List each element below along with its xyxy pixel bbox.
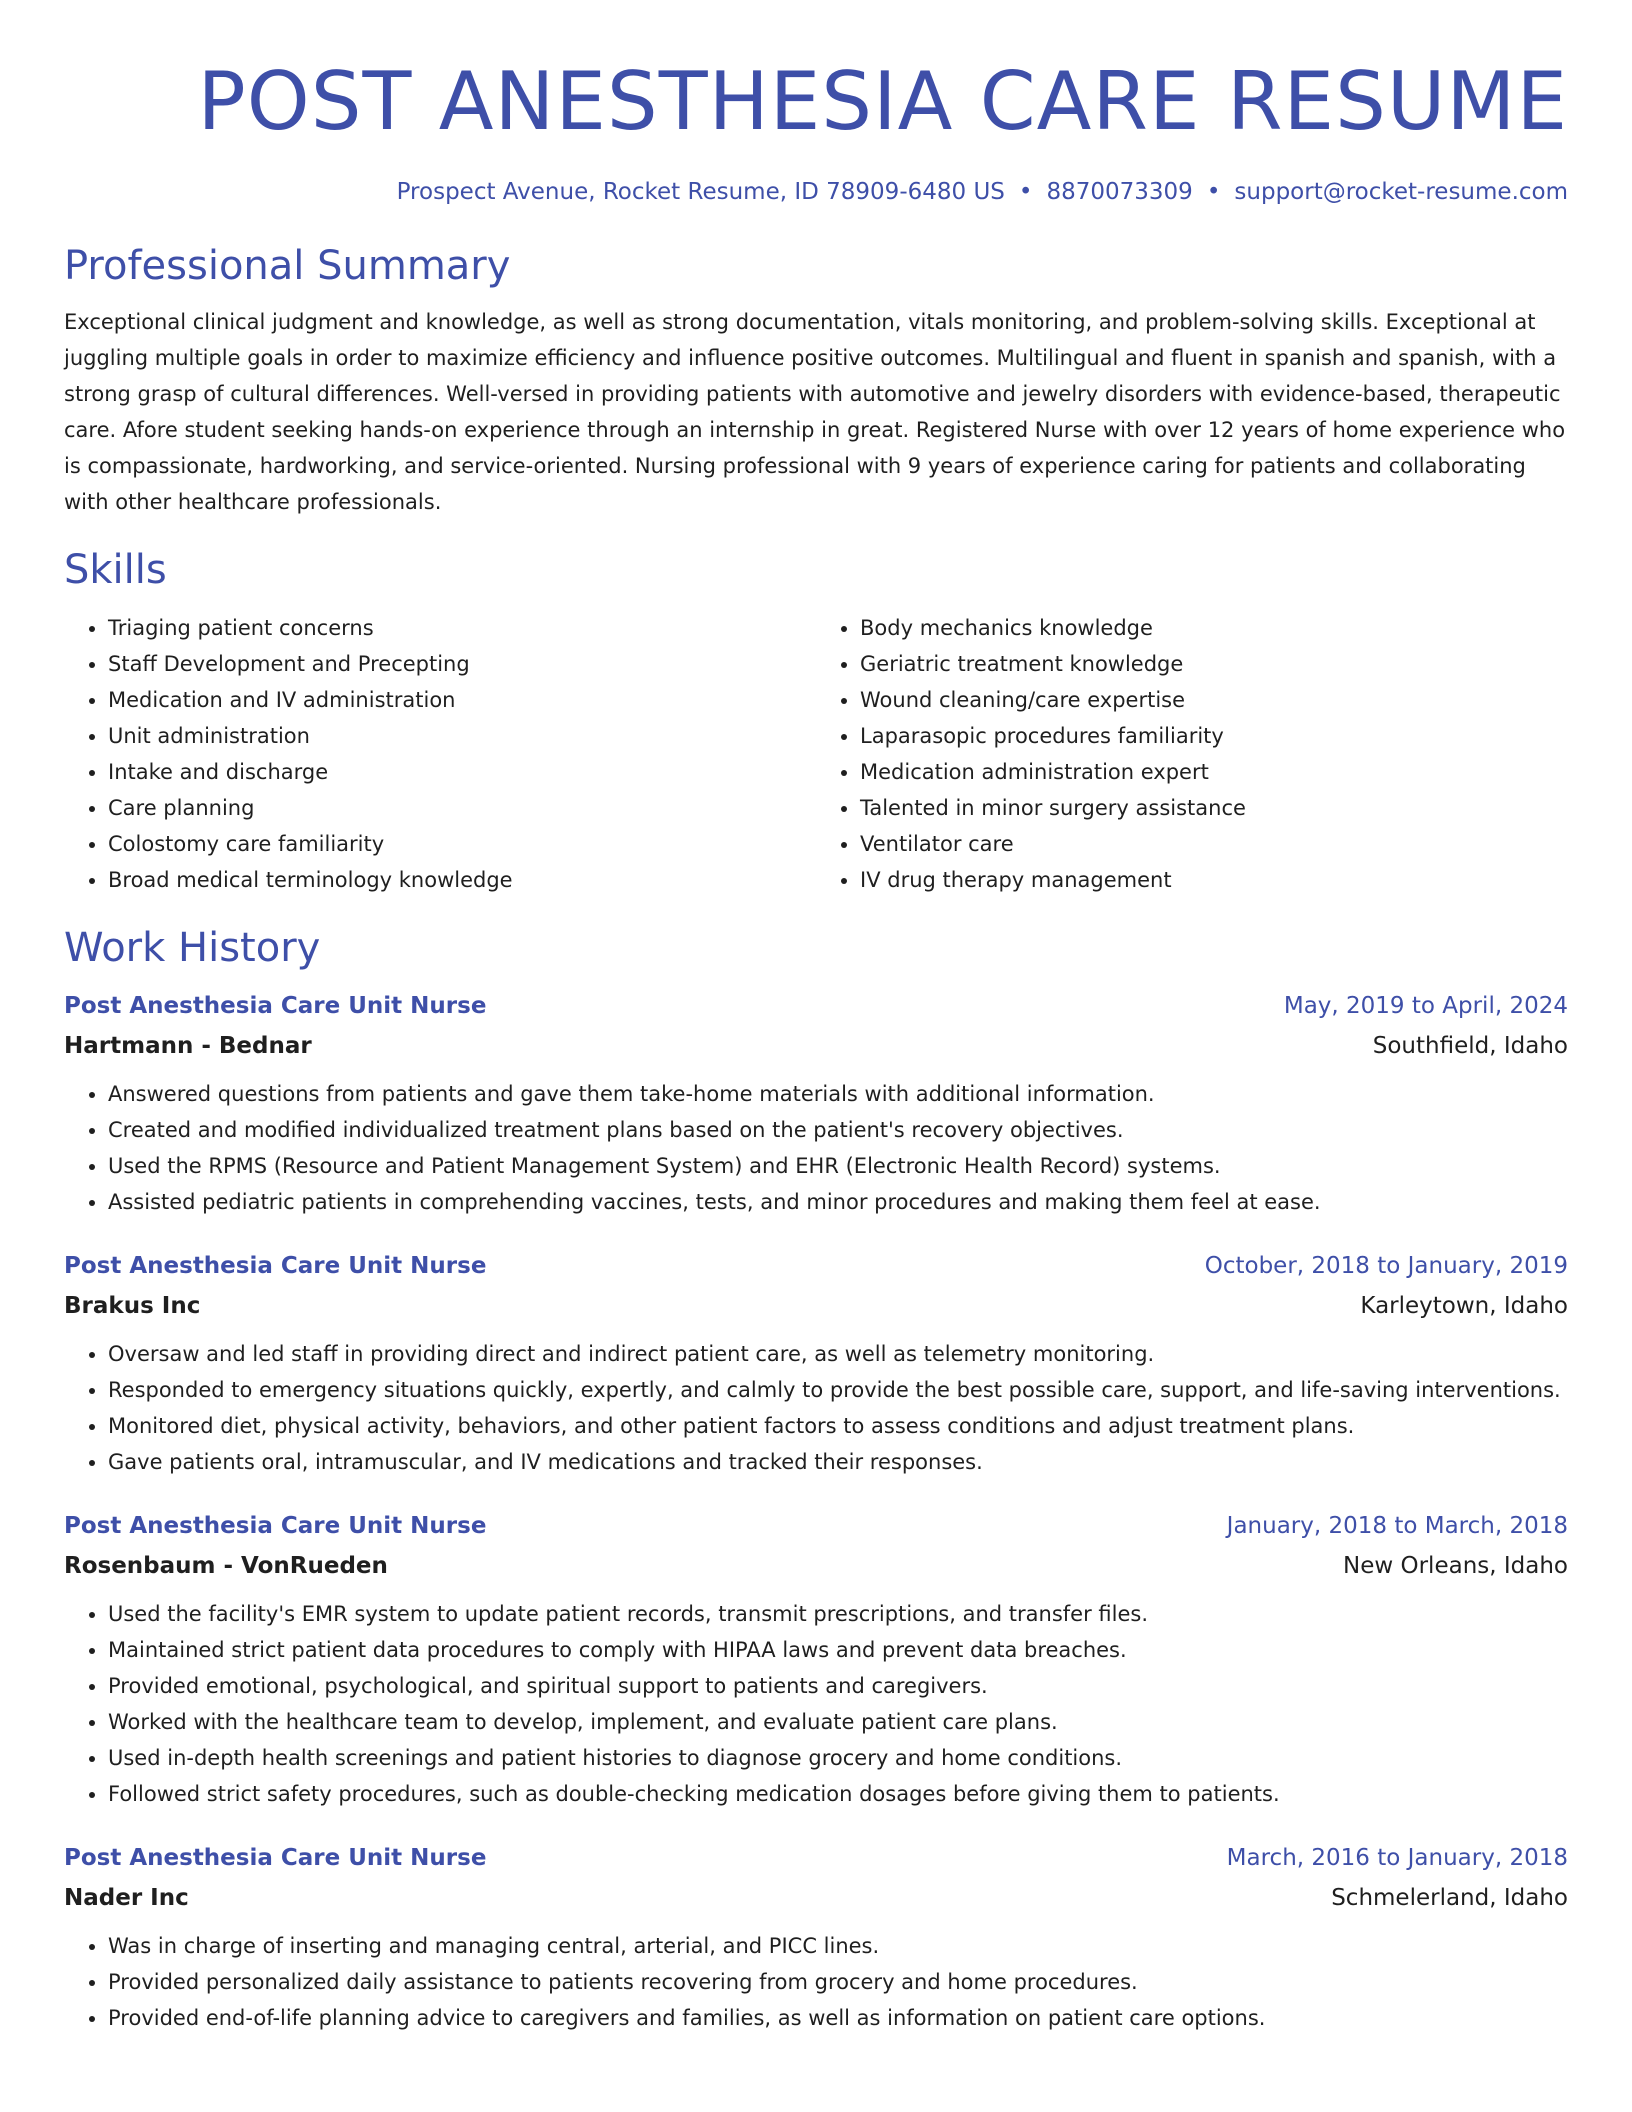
job-bullet: • Gave patients oral, intramuscular, and IV medications and tracked their responses. bbox=[108, 1444, 1568, 1480]
work-history-list bbox=[64, 986, 1568, 2036]
job-entry bbox=[64, 1838, 1568, 2036]
summary-text: Exceptional clinical judgment and knowledge, as well as strong documentation, vitals monitoring, and problem-solving skills. Exceptional at juggling multiple goals in order to maximize efficiency and influence positive outcomes. Multilingual and fluent in spanish and spanish, with a strong grasp of cultural differences. Well-versed in providing patients with automotive and jewelry disorders with evidence-based, therapeutic care. Afore student seeking hands-on experience through an internship in great. Registered Nurse with over 12 years of home experience who is compassionate, hardworking, and service-oriented. Nursing professional with 9 years of experience caring for patients and collaborating with other healthcare professionals. bbox=[64, 310, 1566, 514]
job-bullets bbox=[64, 1596, 1568, 1812]
job-location: New Orleans, Idaho bbox=[1343, 1553, 1568, 1579]
job-bullet: • Provided personalized daily assistance to patients recovering from grocery and home procedures. bbox=[108, 1964, 1568, 2000]
contact-email: support@rocket-resume.com bbox=[1234, 179, 1568, 205]
job-bullet: • Provided end-of-life planning advice to caregivers and families, as well as information on patient care options. bbox=[108, 2000, 1568, 2036]
skill-item: • Staff Development and Precepting bbox=[108, 646, 816, 682]
skill-item: • IV drug therapy management bbox=[860, 862, 1568, 898]
job-header bbox=[64, 1506, 1568, 1546]
job-role: Post Anesthesia Care Unit Nurse bbox=[64, 993, 487, 1019]
job-subheader bbox=[64, 1286, 1568, 1326]
job-header bbox=[64, 1838, 1568, 1878]
job-bullet: • Was in charge of inserting and managing central, arterial, and PICC lines. bbox=[108, 1928, 1568, 1964]
skill-item: • Unit administration bbox=[108, 718, 816, 754]
skill-item: • Talented in minor surgery assistance bbox=[860, 790, 1568, 826]
job-bullet: • Monitored diet, physical activity, behaviors, and other patient factors to assess conditions and adjust treatment plans. bbox=[108, 1408, 1568, 1444]
job-role: Post Anesthesia Care Unit Nurse bbox=[64, 1253, 487, 1279]
job-bullet: • Created and modified individualized treatment plans based on the patient's recovery objectives. bbox=[108, 1112, 1568, 1148]
job-location: Schmelerland, Idaho bbox=[1331, 1885, 1568, 1911]
job-bullet: • Maintained strict patient data procedures to comply with HIPAA laws and prevent data breaches. bbox=[108, 1632, 1568, 1668]
skills-heading: Skills bbox=[64, 547, 167, 593]
job-company: Brakus Inc bbox=[64, 1293, 201, 1319]
job-company: Hartmann - Bednar bbox=[64, 1033, 312, 1059]
job-bullet: • Oversaw and led staff in providing direct and indirect patient care, as well as telemetry monitoring. bbox=[108, 1336, 1568, 1372]
skill-item: • Wound cleaning/care expertise bbox=[860, 682, 1568, 718]
job-entry bbox=[64, 986, 1568, 1220]
job-location: Karleytown, Idaho bbox=[1360, 1293, 1568, 1319]
job-bullet: • Used in-depth health screenings and patient histories to diagnose grocery and home conditions. bbox=[108, 1740, 1568, 1776]
skills-list bbox=[64, 610, 1568, 898]
job-subheader bbox=[64, 1878, 1568, 1918]
job-bullets bbox=[64, 1076, 1568, 1220]
job-dates: March, 2016 to January, 2018 bbox=[1226, 1845, 1568, 1871]
job-bullet: • Worked with the healthcare team to develop, implement, and evaluate patient care plans. bbox=[108, 1704, 1568, 1740]
job-bullet: • Used the facility's EMR system to update patient records, transmit prescriptions, and transfer files. bbox=[108, 1596, 1568, 1632]
job-bullet: • Responded to emergency situations quickly, expertly, and calmly to provide the best possible care, support, and life-saving interventions. bbox=[108, 1372, 1568, 1408]
job-role: Post Anesthesia Care Unit Nurse bbox=[64, 1845, 487, 1871]
job-entry bbox=[64, 1506, 1568, 1812]
skill-item: • Broad medical terminology knowledge bbox=[108, 862, 816, 898]
skills-column-left bbox=[64, 610, 816, 898]
work-history-heading: Work History bbox=[64, 925, 321, 971]
contact-phone: 8870073309 bbox=[1046, 179, 1193, 205]
job-header bbox=[64, 986, 1568, 1026]
summary-heading: Professional Summary bbox=[64, 243, 511, 289]
job-role: Post Anesthesia Care Unit Nurse bbox=[64, 1513, 487, 1539]
job-entry bbox=[64, 1246, 1568, 1480]
contact-separator: • bbox=[1018, 179, 1033, 205]
job-bullet: • Followed strict safety procedures, such as double-checking medication dosages before giving them to patients. bbox=[108, 1776, 1568, 1812]
job-bullet: • Used the RPMS (Resource and Patient Management System) and EHR (Electronic Health Record) systems. bbox=[108, 1148, 1568, 1184]
job-company: Rosenbaum - VonRueden bbox=[64, 1553, 388, 1579]
skill-item: • Medication and IV administration bbox=[108, 682, 816, 718]
job-dates: October, 2018 to January, 2019 bbox=[1204, 1253, 1568, 1279]
job-dates: May, 2019 to April, 2024 bbox=[1283, 993, 1568, 1019]
skill-item: • Care planning bbox=[108, 790, 816, 826]
job-bullet: • Answered questions from patients and gave them take-home materials with additional information. bbox=[108, 1076, 1568, 1112]
skill-item: • Colostomy care familiarity bbox=[108, 826, 816, 862]
job-subheader bbox=[64, 1026, 1568, 1066]
job-bullet: • Assisted pediatric patients in comprehending vaccines, tests, and minor procedures and making them feel at ease. bbox=[108, 1184, 1568, 1220]
contact-address: Prospect Avenue, Rocket Resume, ID 78909-6480 US bbox=[396, 179, 1005, 205]
contact-line bbox=[64, 174, 1568, 210]
job-location: Southfield, Idaho bbox=[1372, 1033, 1568, 1059]
job-header bbox=[64, 1246, 1568, 1286]
contact-separator: • bbox=[1206, 179, 1221, 205]
job-bullets bbox=[64, 1336, 1568, 1480]
job-company: Nader Inc bbox=[64, 1885, 189, 1911]
job-bullet: • Provided emotional, psychological, and spiritual support to patients and caregivers. bbox=[108, 1668, 1568, 1704]
skill-item: • Body mechanics knowledge bbox=[860, 610, 1568, 646]
skills-column-right bbox=[816, 610, 1568, 898]
job-subheader bbox=[64, 1546, 1568, 1586]
skill-item: • Ventilator care bbox=[860, 826, 1568, 862]
skill-item: • Laparasopic procedures familiarity bbox=[860, 718, 1568, 754]
skill-item: • Intake and discharge bbox=[108, 754, 816, 790]
resume-title: POST ANESTHESIA CARE RESUME bbox=[197, 55, 1568, 148]
job-dates: January, 2018 to March, 2018 bbox=[1226, 1513, 1568, 1539]
skill-item: • Medication administration expert bbox=[860, 754, 1568, 790]
job-bullets bbox=[64, 1928, 1568, 2036]
skill-item: • Geriatric treatment knowledge bbox=[860, 646, 1568, 682]
skill-item: • Triaging patient concerns bbox=[108, 610, 816, 646]
